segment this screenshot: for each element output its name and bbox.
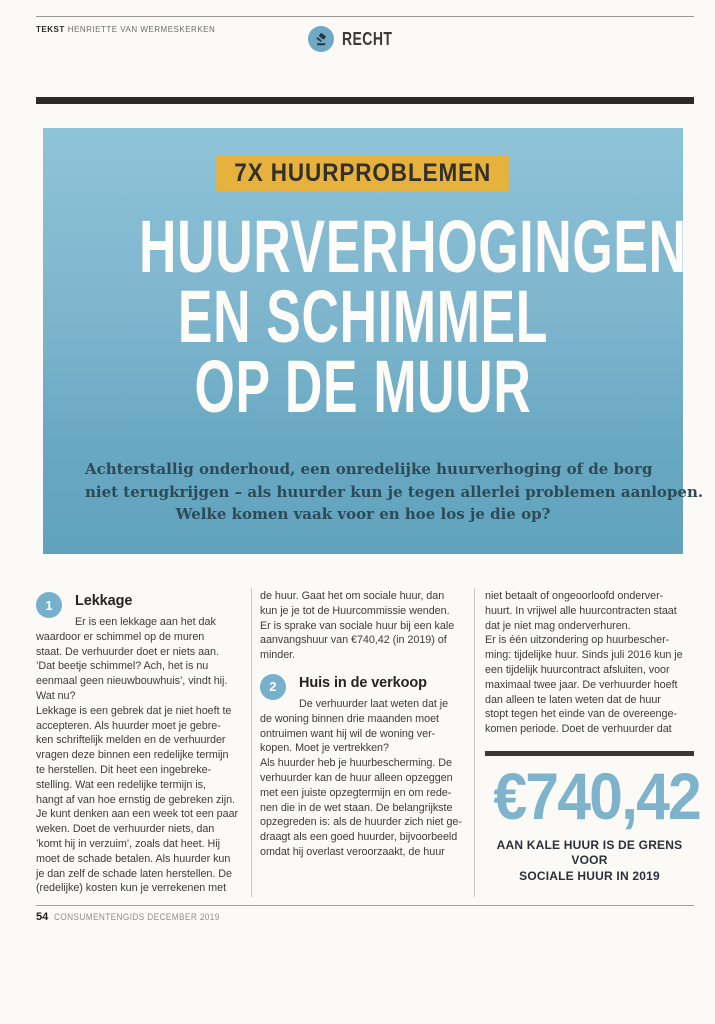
body-text-line: dan alleen te laten weten dat de huur: [485, 693, 661, 706]
body-text-line: aanvangshuur van €740,42 (in 2019) of: [260, 634, 447, 647]
section-badge-label: RECHT: [342, 29, 393, 49]
body-text-line: de woning binnen drie maanden moet: [260, 712, 439, 725]
section-title: Huis in de verkoop: [299, 674, 427, 691]
body-text-line: de huur. Gaat het om sociale huur, dan: [260, 590, 445, 602]
section-number-badge: 1: [36, 592, 62, 618]
body-text-line: Er is een lekkage aan het dak: [75, 616, 216, 628]
body-text-line: Als huurder heb je huurbescherming. De: [260, 757, 452, 770]
section-number-badge: 2: [260, 674, 286, 700]
body-text-line: minder.: [260, 649, 296, 662]
body-text-line: dat je niet mag onderverhuren.: [485, 619, 631, 632]
body-text-line: stelling. Wat een redelijke termijn is,: [36, 778, 206, 791]
body-text-line: moet de schade betalen. Als huurder kun: [36, 852, 231, 865]
body-text-line: waardoor er schimmel op de muren: [36, 630, 205, 643]
body-text-line: weken. Doet de verhuurder niets, dan: [36, 823, 215, 836]
body-text-line: nen die in de wet staan. De belangrijkste: [260, 801, 453, 814]
column-divider: [251, 588, 252, 897]
body-text-line: niet betaalt of ongeoorloofd onderver-: [485, 590, 664, 602]
article-title: [43, 205, 687, 428]
body-text-line: ken schriftelijk melden en de verhuurder: [36, 734, 226, 747]
gavel-icon: [308, 26, 334, 52]
body-text-line: stopt tegen het einde van de overeenge-: [485, 708, 677, 721]
body-text-line: ming: tijdelijke huur. Sinds juli 2016 kun je: [485, 649, 683, 662]
article-column-2: [260, 589, 469, 860]
body-text-line: ’Dat beetje schimmel? Ach, het is nu: [36, 660, 209, 673]
body-text-line: staat. De verhuurder doet er niets aan.: [36, 645, 219, 658]
footer-rule: [36, 905, 694, 906]
body-text-line: ’komt hij in verzuim’, zoals dat heet. Hij: [36, 837, 220, 850]
body-text-line: ontruimen want hij wil de woning ver-: [260, 727, 436, 740]
body-text-line: maximaal twee jaar. De verhuurder hoeft: [485, 678, 678, 691]
body-text-line: (redelijke) kosten kun je verrekenen met: [36, 882, 227, 895]
page-number: 54: [36, 911, 49, 923]
footer: [36, 911, 234, 923]
body-text-line: eenmaal geen nieuwbouwhuis’, vindt hij.: [36, 675, 228, 688]
section-badge: [0, 26, 715, 52]
body-text-line: je dan zelf de schade laten herstellen. De: [36, 867, 232, 880]
article-intro: [85, 458, 704, 526]
body-text-line: opzegreden is: als de huurder zich niet ge-: [260, 816, 462, 829]
price-callout: [485, 751, 700, 885]
body-text-line: Je kunt denken aan een week tot een paar: [36, 808, 239, 821]
kicker-badge: 7X HUURPROBLEMEN: [217, 155, 510, 191]
kicker-wrap: [43, 155, 683, 191]
title-line: OP DE MUUR: [194, 345, 532, 428]
section-heading: [36, 591, 245, 612]
body-text-line: komen periode. Doet de verhuurder dat: [485, 723, 672, 736]
body-text-line: accepteren. Als huurder moet je gebre-: [36, 719, 221, 732]
byline-name: HENRIETTE VAN WERMESKERKEN: [67, 25, 216, 34]
body-text-line: kopen. Moet je vertrekken?: [260, 742, 389, 755]
body-text-line: Lekkage is een gebrek dat je niet hoeft te: [36, 704, 232, 717]
separator-bar: [36, 97, 694, 104]
callout-amount: €740,42: [493, 758, 700, 833]
body-text-line: omdat hij overlast veroorzaakt, de huur: [260, 845, 445, 858]
body-text-line: huurt. In vrijwel alle huurcontracten staat: [485, 604, 677, 617]
caption-line: AAN KALE HUUR IS DE GRENS VOOR: [496, 837, 683, 868]
title-line: EN SCHIMMEL: [177, 275, 549, 358]
intro-line: Achterstallig onderhoud, een onredelijke huurverhoging of de borg: [85, 460, 653, 478]
body-text-line: Er is één uitzondering op huurbescher-: [485, 634, 670, 647]
intro-line: Welke komen vaak voor en hoe los je die op?: [175, 505, 551, 523]
caption-line: SOCIALE HUUR IN 2019: [519, 868, 660, 883]
body-text-line: draagt als een goed huurder, bijvoorbeeld: [260, 831, 458, 844]
body-text-line: met een juiste opzegtermijn en om rede-: [260, 786, 452, 799]
section-title: Lekkage: [75, 593, 133, 609]
column-divider: [474, 588, 475, 897]
body-text-line: hangt af van hoe ernstig de gebreken zijn.: [36, 793, 235, 806]
header-rule: [36, 16, 694, 17]
byline-label: TEKST: [36, 25, 65, 34]
callout-caption: [485, 838, 694, 885]
body-text-line: een tijdelijk huurcontract afsluiten, voor: [485, 663, 670, 676]
article-column-1: [36, 589, 245, 896]
magazine-name: CONSUMENTENGIDS DECEMBER 2019: [54, 912, 220, 922]
body-text-line: te herstellen. Dit heet een ingebreke-: [36, 763, 212, 776]
body-text-line: Er is sprake van sociale huur bij een kale: [260, 619, 455, 632]
body-text-line: kun je je tot de Huurcommissie wenden.: [260, 604, 450, 617]
body-text-line: verhuurder kan de huur alleen opzeggen: [260, 771, 453, 784]
section-heading: [260, 673, 469, 694]
body-text-line: Wat nu?: [36, 689, 76, 702]
intro-line: niet terugkrijgen – als huurder kun je tegen allerlei problemen aanlopen.: [85, 482, 704, 501]
body-text-line: vragen deze binnen een redelijke termijn: [36, 749, 229, 762]
body-text-line: De verhuurder laat weten dat je: [299, 697, 449, 710]
article-column-3: [485, 589, 700, 884]
hero-block: [43, 128, 704, 554]
title-line: HUURVERHOGINGEN: [139, 205, 687, 288]
